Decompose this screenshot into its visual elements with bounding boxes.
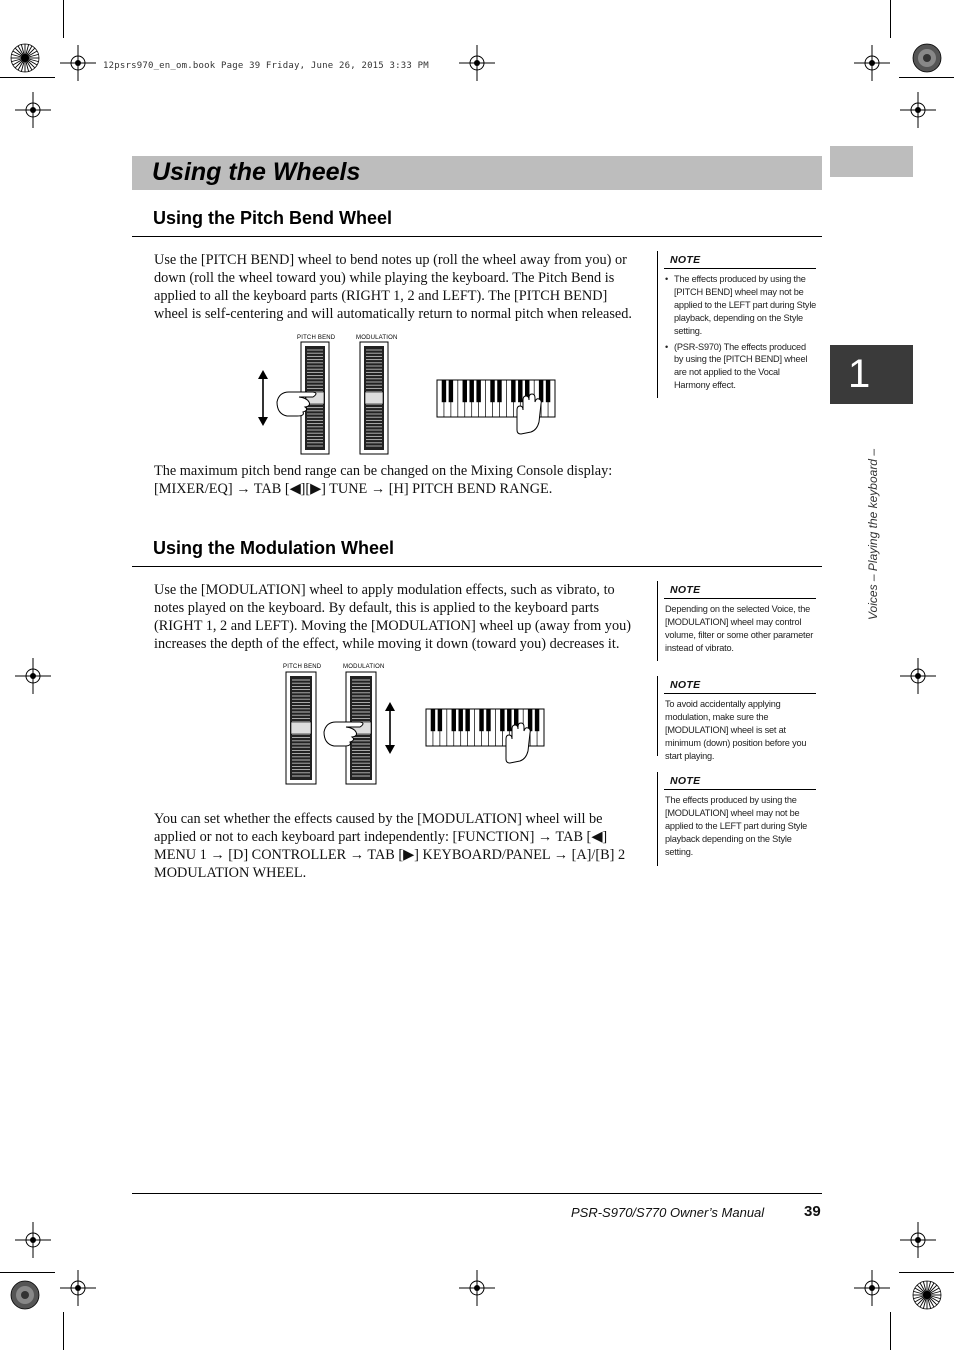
note-side-rule <box>657 772 658 866</box>
pitch-bend-paragraph-2a: The maximum pitch bend range can be changed on the Mixing Console display: <box>154 463 613 479</box>
registration-crosshair-icon <box>854 45 890 81</box>
registration-crosshair-icon <box>900 658 936 694</box>
note-item: • The effects produced by using the [PITCH BEND] wheel may not be applied to the LEFT part during Style playback, depending on the Style setting. <box>665 273 817 338</box>
side-tab <box>830 146 913 177</box>
note-side-rule <box>657 676 658 756</box>
wheels-keyboard-illustration <box>255 330 565 458</box>
registration-crosshair-icon <box>60 1270 96 1306</box>
pitch-bend-wheel-label: PITCH BEND <box>283 664 322 670</box>
pitch-bend-paragraph-2b: [MIXER/EQ] → TAB [◀][▶] TUNE → [H] PITCH BEND RANGE. <box>154 481 553 497</box>
modulation-wheel <box>360 342 388 454</box>
pitch-bend-wheel <box>301 342 329 454</box>
registration-starburst-icon <box>912 43 942 73</box>
registration-crosshair-icon <box>459 45 495 81</box>
up-down-arrow-icon <box>258 370 268 426</box>
modulation-note-2: To avoid accidentally applying modulation, make sure the [MODULATION] wheel is set at minimum (down) position before you start playing. <box>665 699 807 761</box>
note-rule <box>664 789 816 790</box>
pitch-bend-wheel-label: PITCH BEND <box>297 335 336 341</box>
chapter-tab <box>830 345 913 404</box>
up-down-arrow-icon <box>385 702 395 754</box>
page-title: Using the Wheels <box>152 158 361 186</box>
note-side-rule <box>657 251 658 398</box>
note-label: NOTE <box>670 254 701 266</box>
registration-crosshair-icon <box>900 1222 936 1258</box>
pitch-bend-wheel <box>286 672 316 784</box>
registration-starburst-icon <box>912 1280 942 1310</box>
registration-crosshair-icon <box>60 45 96 81</box>
modulation-paragraph-1: Use the [MODULATION] wheel to apply modulation effects, such as vibrato, to notes played on the keyboard. By default, this is applied to the keyboard parts (RIGHT 1, 2 and LEFT). Moving the [MODULATION] wheel up (away from you) increases the depth of the effect, while moving it down (toward you) decreases it. <box>154 582 631 652</box>
modulation-note-1: Depending on the selected Voice, the [MODULATION] wheel may control volume, filter or some other parameter instead of vibrato. <box>665 604 814 653</box>
book-meta-line: 12psrs970_en_om.book Page 39 Friday, June 26, 2015 3:33 PM <box>103 61 429 71</box>
wheels-keyboard-illustration <box>280 660 550 788</box>
registration-crosshair-icon <box>854 1270 890 1306</box>
footer-manual-title: PSR-S970/S770 Owner’s Manual <box>571 1205 765 1220</box>
pitch-bend-note <box>665 273 817 392</box>
section-rule <box>132 566 822 567</box>
modulation-note-3: The effects produced by using the [MODULATION] wheel may not be applied to the LEFT part during Style playback depending on the Style setting. <box>665 795 808 857</box>
footer-rule <box>132 1193 822 1194</box>
modulation-figure <box>280 660 550 788</box>
registration-crosshair-icon <box>15 1222 51 1258</box>
note-label: NOTE <box>670 679 701 691</box>
section-heading-modulation: Using the Modulation Wheel <box>153 538 394 558</box>
note-side-rule <box>657 581 658 661</box>
registration-crosshair-icon <box>459 1270 495 1306</box>
side-chapter-label-text: Voices – Playing the keyboard – <box>866 449 880 620</box>
note-rule <box>664 693 816 694</box>
registration-crosshair-icon <box>900 92 936 128</box>
section-rule <box>132 236 822 237</box>
chapter-number: 1 <box>848 352 871 396</box>
note-rule <box>664 268 816 269</box>
section-heading-pitch-bend: Using the Pitch Bend Wheel <box>153 208 393 228</box>
side-chapter-label <box>866 425 882 625</box>
pitch-bend-figure <box>255 330 565 458</box>
pitch-bend-paragraph-1: Use the [PITCH BEND] wheel to bend notes up (roll the wheel away from you) or down (roll the wheel toward you) while playing the keyboard. The Pitch Bend is applied to all the keyboard parts (RIGHT 1, 2 and LEFT). The [PITCH BEND] wheel is self-centering and will automatically return to normal pitch when released. <box>154 252 632 322</box>
registration-starburst-icon <box>10 1280 40 1310</box>
note-item: • (PSR-S970) The effects produced by using the [PITCH BEND] wheel are not applied to the Vocal Harmony effect. <box>665 341 817 393</box>
registration-crosshair-icon <box>15 658 51 694</box>
note-label: NOTE <box>670 775 701 787</box>
registration-crosshair-icon <box>15 92 51 128</box>
modulation-wheel-label: MODULATION <box>356 335 398 341</box>
registration-starburst-icon <box>10 43 40 73</box>
modulation-wheel-label: MODULATION <box>343 664 385 670</box>
page-number: 39 <box>804 1203 821 1220</box>
note-rule <box>664 598 816 599</box>
modulation-paragraph-2: You can set whether the effects caused by the [MODULATION] wheel will be applied or not to each keyboard part independently: [FUNCTION] → TAB [◀] MENU 1 → [D] CONTROLLER → TAB [▶] KEYBOARD/PANEL → [A]/[B] 2 MODULATION WHEEL. <box>154 811 626 881</box>
note-label: NOTE <box>670 584 701 596</box>
